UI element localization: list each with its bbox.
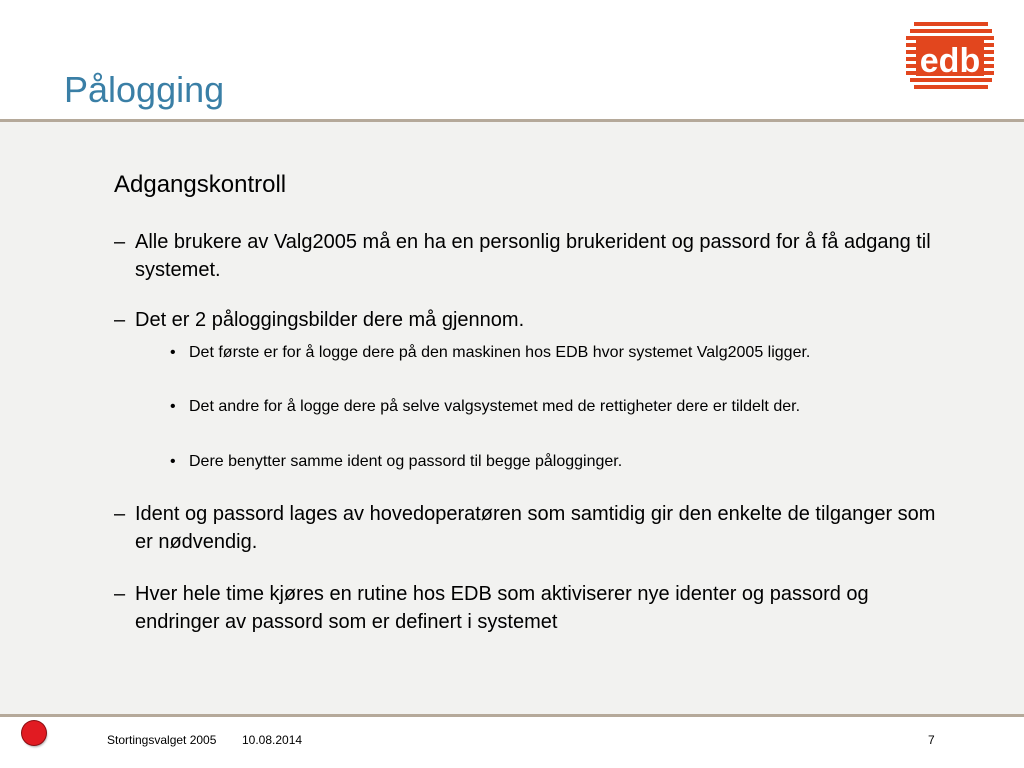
footer-date: 10.08.2014 <box>242 733 303 747</box>
sub-list-item <box>170 450 930 473</box>
bullet-marker: • <box>170 398 176 415</box>
bullet-marker: • <box>170 344 176 361</box>
list-item-text: Det er 2 påloggingsbilder dere må gjennom. <box>135 309 525 331</box>
slide-footer <box>0 717 1024 768</box>
sub-list-item <box>170 395 930 418</box>
list-item-text: Hver hele time kjøres en rutine hos EDB som aktiviserer nye identer og passord og endringer av passord som er definert i systemet <box>135 583 869 633</box>
sub-list-item-text: Dere benytter samme ident og passord til begge pålogginger. <box>189 453 623 470</box>
bullet-marker: • <box>170 453 176 470</box>
section-heading: Adgangskontroll <box>114 171 287 198</box>
slide-body <box>0 122 1024 714</box>
page-number: 7 <box>928 733 935 747</box>
dash-marker: – <box>114 231 126 253</box>
sub-list-item <box>170 341 930 364</box>
sub-list-item-text: Det første er for å logge dere på den maskinen hos EDB hvor systemet Valg2005 ligger. <box>189 344 811 361</box>
red-circle-icon <box>22 721 46 745</box>
list-item <box>114 580 944 636</box>
list-item <box>114 500 944 556</box>
dash-marker: – <box>114 309 126 331</box>
dash-marker: – <box>114 583 126 605</box>
slide-title: Pålogging <box>64 69 225 110</box>
dash-marker: – <box>114 503 126 525</box>
list-item <box>114 306 944 334</box>
edb-logo <box>906 20 994 90</box>
list-item-text: Alle brukere av Valg2005 må en ha en personlig brukerident og passord for å få adgang til systemet. <box>135 231 931 281</box>
list-item <box>114 228 944 284</box>
footer-presentation-name: Stortingsvalget 2005 <box>107 733 217 747</box>
sub-list-item-text: Det andre for å logge dere på selve valgsystemet med de rettigheter dere er tildelt der. <box>189 398 801 415</box>
slide-header <box>0 0 1024 120</box>
list-item-text: Ident og passord lages av hovedoperatøren som samtidig gir den enkelte de tilganger som er nødvendig. <box>135 503 936 553</box>
logo-text: edb <box>919 42 981 80</box>
